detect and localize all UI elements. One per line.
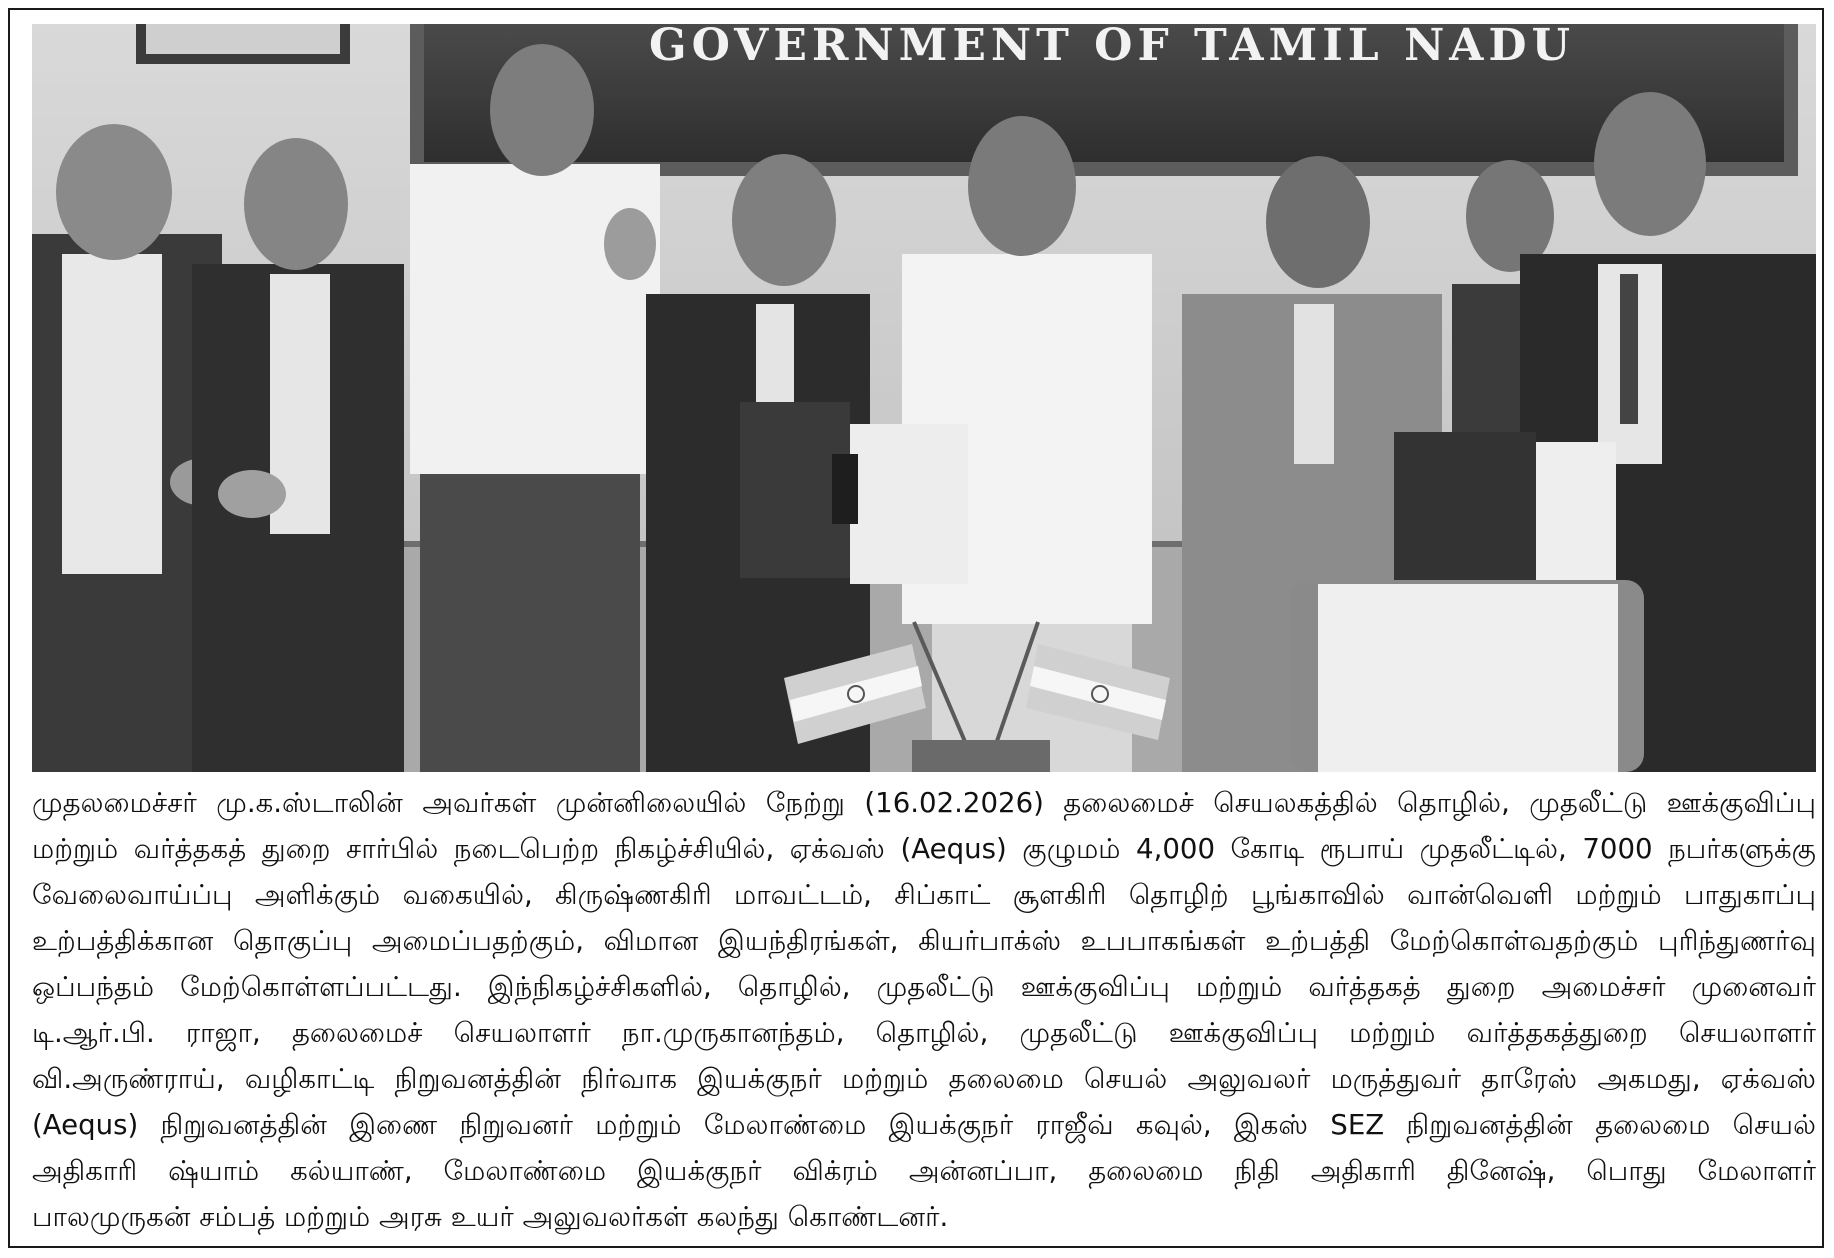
caption-line: (Aequs) நிறுவனத்தின் இணை நிறுவனர் மற்றும் மேலாண்மை இயக்குநர் ராஜீவ் கவுல், இகஸ் SEZ நிறுவனத்தின் தலைமை செயல் bbox=[32, 1108, 1816, 1141]
caption-line: வி.அருண்ராய், வழிகாட்டி நிறுவனத்தின் நிர்வாக இயக்குநர் மற்றும் தலைமை செயல் அலுவலர் மருத்துவர் தாரேஸ் அகமது, ஏக்வஸ் bbox=[32, 1062, 1816, 1095]
caption-line: மற்றும் வர்த்தகத் துறை சார்பில் நடைபெற்ற நிகழ்ச்சியில், ஏக்வஸ் (Aequs) குழுமம் 4,000 கோடி ரூபாய் முதலீட்டில், 7000 நபர்களுக்கு bbox=[32, 832, 1816, 865]
government-sign bbox=[410, 24, 1798, 176]
flag-stand bbox=[912, 740, 1050, 772]
agreement-folder-left bbox=[740, 402, 968, 584]
event-photo bbox=[32, 24, 1816, 772]
caption-line: டி.ஆர்.பி. ராஜா, தலைமைச் செயலாளர் நா.முருகானந்தம், தொழில், முதலீட்டு ஊக்குவிப்பு மற்றும் வர்த்தகத்துறை செயலாளர் bbox=[32, 1016, 1816, 1049]
caption-line: வேலைவாய்ப்பு அளிக்கும் வகையில், கிருஷ்ணகிரி மாவட்டம், சிப்காட் சூளகிரி தொழிற் பூங்காவில் வான்வெளி மற்றும் பாதுகாப்பு bbox=[32, 878, 1816, 911]
chair bbox=[1290, 580, 1644, 772]
caption-line: முதலமைச்சர் மு.க.ஸ்டாலின் அவர்கள் முன்னிலையில் நேற்று (16.02.2026) தலைமைச் செயலகத்தில் தொழில், முதலீட்டு ஊக்குவிப்பு bbox=[32, 786, 1816, 819]
news-caption bbox=[32, 780, 1816, 1240]
caption-line: ஒப்பந்தம் மேற்கொள்ளப்பட்டது. இந்நிகழ்ச்சிகளில், தொழில், முதலீட்டு ஊக்குவிப்பு மற்றும் வர்த்தகத் துறை அமைச்சர் முனைவர் bbox=[32, 970, 1816, 1003]
agreement-folder-right bbox=[1394, 432, 1616, 594]
caption-line: உற்பத்திக்கான தொகுப்பு அமைப்பதற்கும், விமான இயந்திரங்கள், கியர்பாக்ஸ் உபபாகங்கள் உற்பத்தி மேற்கொள்வதற்கும் புரிந்துணர்வு bbox=[32, 924, 1816, 957]
news-clipping bbox=[8, 8, 1824, 1248]
sign-text: GOVERNMENT OF TAMIL NADU bbox=[649, 24, 1575, 71]
caption-line: அதிகாரி ஷ்யாம் கல்யாண், மேலாண்மை இயக்குநர் விக்ரம் அன்னப்பா, தலைமை நிதி அதிகாரி தினேஷ், பொது மேலாளர் bbox=[32, 1154, 1816, 1187]
caption-line: பாலமுருகன் சம்பத் மற்றும் அரசு உயர் அலுவலர்கள் கலந்து கொண்டனர். bbox=[32, 1200, 949, 1233]
